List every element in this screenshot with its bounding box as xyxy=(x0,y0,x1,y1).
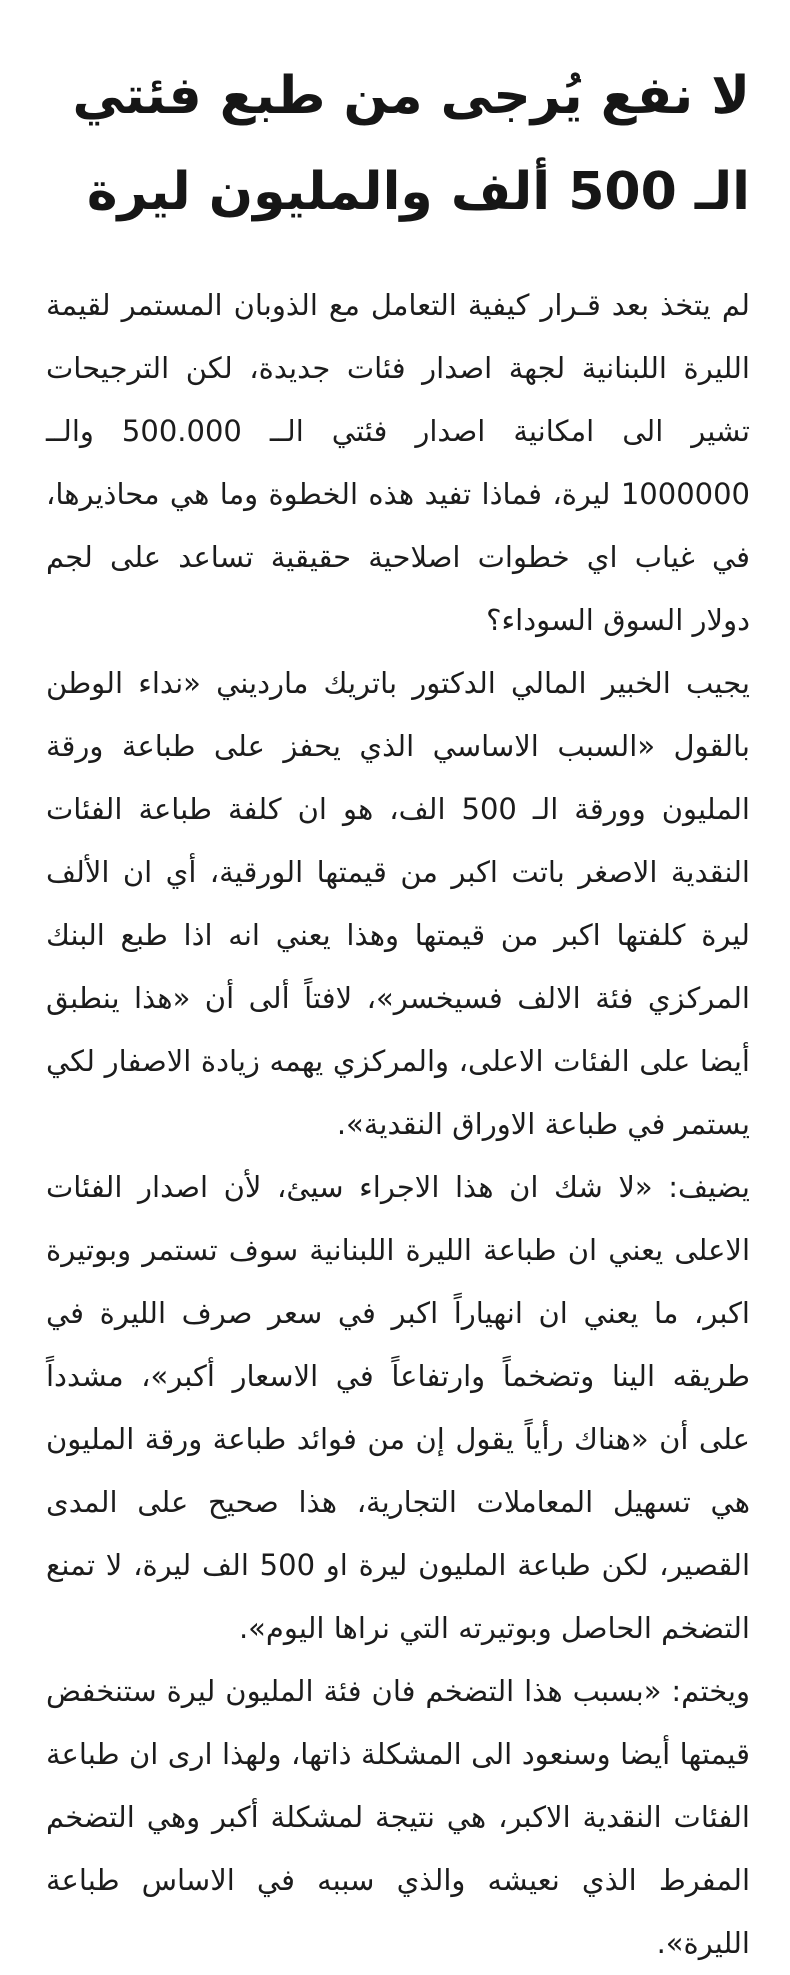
paragraph-intro: لم يتخذ بعد قـرار كيفية التعامل مع الذوبان المستمر لقيمة الليرة اللبنانية لجهة اصدار فئات جديدة، لكن الترجيحات تشير الى امكانية اصدار فئتي الــ 500.000 والــ 1000000 ليرة، فماذا تفيد هذه الخطوة وما هي محاذيرها، في غياب اي خطوات اصلاحية حقيقية تساعد على لجم دولار السوق السوداء؟ xyxy=(46,288,750,637)
paragraph-expert-concludes: ويختم: «بسبب هذا التضخم فان فئة المليون ليرة ستنخفض قيمتها أيضا وسنعود الى المشكلة ذاتها، ولهذا ارى ان طباعة الفئات النقدية الاكبر، هي نتيجة لمشكلة أكبر وهي التضخم المفرط الذي نعيشه والذي سببه في الاساس طباعة الليرة». xyxy=(46,1674,750,1960)
paragraph-expert-answer: يجيب الخبير المالي الدكتور باتريك مارديني «نداء الوطن بالقول «السبب الاساسي الذي يحفز على طباعة ورقة المليون وورقة الـ 500 الف، هو ان كلفة طباعة الفئات النقدية الاصغر باتت اكبر من قيمتها الورقية، أي ان الألف ليرة كلفتها اكبر من قيمتها وهذا يعني انه اذا طبع البنك المركزي فئة الالف فسيخسر»، لافتاً ألى أن «هذا ينطبق أيضا على الفئات الاعلى، والمركزي يهمه زيادة الاصفار لكي يستمر في طباعة الاوراق النقدية». xyxy=(46,666,750,1141)
headline-line-2: الـ 500 ألف والمليون ليرة xyxy=(86,162,750,222)
paragraph-expert-adds: يضيف: «لا شك ان هذا الاجراء سيئ، لأن اصدار الفئات الاعلى يعني ان طباعة الليرة اللبنانية سوف تستمر وبوتيرة اكبر، ما يعني ان انهياراً اكبر في سعر صرف الليرة في طريقه الينا وتضخماً وارتفاعاً في الاسعار أكبر»، مشدداً على أن «هناك رأياً يقول إن من فوائد طباعة ورقة المليون هي تسهيل المعاملات التجارية، هذا صحيح على المدى القصير، لكن طباعة المليون ليرة او 500 الف ليرة، لا تمنع التضخم الحاصل وبوتيرته التي نراها اليوم». xyxy=(46,1170,750,1645)
headline xyxy=(46,48,750,240)
headline-line-1: لا نفع يُرجى من طبع فئتي xyxy=(72,66,750,126)
article-body xyxy=(46,274,750,1975)
